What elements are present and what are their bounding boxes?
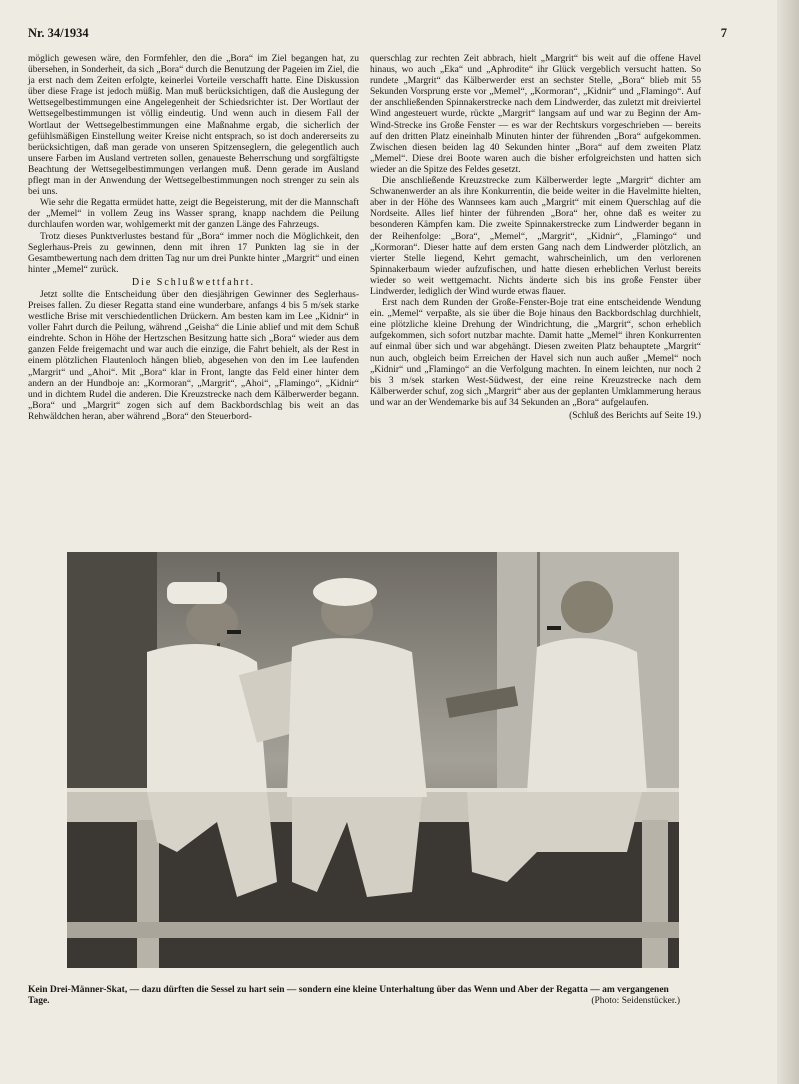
paragraph: Trotz dieses Punktverlustes bestand für „Bora“ immer noch die Möglichkeit, den Seglerhaus-Preis zu gewinnen, denn mit ihren 17 Punkten lag sie in der Gesamtbewertung nach dem dritten Tag nur um drei Punkte hinter „Margrit“ und einen hinter „Memel“ zurück. — [28, 231, 359, 275]
paragraph: Erst nach dem Runden der Große-Fenster-Boje trat eine entscheidende Wendung ein. „Memel“ verpaßte, als sie über die Boje hinaus den Backbordschlag durchhielt, eine plötzliche kleine Drehung der Windrichtung, die „Margrit“, schon erheblich aufgekommen, sich sofort nutzbar machte. Damit hatte „Memel“ ihren Konkurrenten auf einmal über sich und war abgehängt. Diesen zweiten Platz behauptete „Margrit“ nun auch, obgleich beim Erreichen der Havel sich nun auch außer „Memel“ noch „Kidnir“ und „Flamingo“ an die Verfolgung machten. In einem leichten, nur noch 2 bis 3 m/sek starken West-Südwest, der eine reine Kreuzstrecke nach dem Kälberwerder schuf, zog sich „Margrit“ aber aus der geplanten Umklammerung heraus und war an der Wendemarke bis auf 34 Sekunden an „Bora“ aufgelaufen. — [370, 298, 701, 408]
section-heading: Die Schlußwettfahrt. — [131, 276, 256, 288]
paragraph: querschlag zur rechten Zeit abbrach, hielt „Margrit“ bis weit auf die offene Havel hinaus, wo auch „Eka“ und „Aphrodite“ ihr Glück vergeblich versucht hatten. So rundete „Margrit“ das Kälberwerder erst an sechster Stelle, „Bora“ blieb mit 55 Sekunden Vorsprung erste vor „Memel“, „Kormoran“, „Kidnir“ und „Flamingo“. Auf der anschließenden Spinnakerstrecke nach dem Lindwerder, das zuletzt mit dreiviertel Wind angesteuert wurde, rückte „Margrit“ langsam auf und war zu Beginn der Am-Wind-Strecke ins Große Fenster — es war der Rechtskurs vorgeschrieben — bereits auf den dritten Platz eineinhalb Minuten hinter der führenden „Bora“ aufgekommen. Zwischen diesen beiden lag 40 Sekunden hinter „Bora“ auf dem zweiten Platz „Memel“. Diese drei Boote waren auch die bisher erfolgreichsten und hatten sich wieder an die Spitze des Feldes gesetzt. — [370, 54, 701, 175]
paragraph: Jetzt sollte die Entscheidung über den diesjährigen Gewinner des Seglerhaus-Preises fallen. Zu dieser Regatta stand eine wunderbare, anfangs 4 bis 5 m/sek starke westliche Brise mit verschiedentlichen Drückern. Am besten kam im Lee „Kidnir“ in voller Fahrt durch die Peilung, während „Geisha“ die Linie ablief und mit dem Schuß eindrehte. Schon in Höhe der Hertzschen Besitzung hatte sich „Bora“ wieder aus dem ganzen Felde freigemacht und war auch die einzige, die Fahrt behielt, als der Rest in einem plötzlichen Flautenloch hängen blieb, abgesehen von den im Lee laufenden „Margrit“ und „Ahoi“. Mit „Bora“ klar in Front, langte das Feld einer hinter dem andern an der Hundboje an: „Kormoran“, „Margrit“, „Ahoi“, „Flamingo“, „Kidnir“ und in dichtem Rudel die anderen. Die Kreuzstrecke nach dem Kälberwerder begann. „Bora“ und „Margrit“ zogen sich auf dem Backbordschlag bis weit an das Rehwäldchen heran, aber während „Bora“ den Steuerbord- — [28, 289, 359, 422]
issue-number: Nr. 34/1934 — [28, 26, 89, 40]
paragraph: möglich gewesen wäre, den Formfehler, den die „Bora“ im Ziel begangen hat, zu übersehen, in Sonderheit, da sich „Bora“ durch die Benutzung der Pageien im Ziel, die ja erst nach dem Zeiten erfolgte, keinerlei Vorteile verschafft hatte. Eine Diskussion über diese Frage ist jedoch müßig. Man muß berücksichtigen, daß die Auslegung der Wettsegelbestimmungen eine Angelegenheit der Schiedsrichter ist. Der Wortlaut der Wettsegelbestimmungen ist völlig eindeutig. Und wenn auch in diesem Fall der Wortlaut der Wettsegelbestimmungen eine Maßnahme ergab, die sicherlich der gefühlsmäßigen Einstellung weiter Kreise nicht entsprach, so ist doch andererseits zu berücksichtigen, daß man gerade von unseren Spitzenseglern, die gelegentlich auch unsere Farben im Ausland vertreten sollen, genaueste Beherrschung und sorgfältigste Beachtung der Wettsegelbestimmungen verlangen muß. Denn gerade im Ausland pflegt man in der Anwendung der Wettsegelbestimmungen noch strenger zu sein als bei uns. — [28, 54, 359, 198]
page-number: 7 — [720, 26, 727, 40]
caption-text: Kein Drei-Männer-Skat, — dazu dürften die Sessel zu hart sein — sondern eine kleine Unterhaltung über das Wenn und Aber der Regatta — am vergangenen Tage. — [28, 985, 669, 1006]
paragraph: Die anschließende Kreuzstrecke zum Kälberwerder legte „Margrit“ dichter am Schwanenwerder an als ihre Konkurrentin, die beide weiter in die Havelmitte hielten, aber in der Höhe des Wannsees kam auch „Margrit“ mit einem Querschlag auf die Nordseite. Alles lief hinter der führenden „Bora“ her, ohne daß es weiter zu besonderen Kämpfen kam. Die zweite Spinnakerstrecke zum Lindwerder begann in der Reihenfolge: „Bora“, „Memel“, „Margrit“, „Kidnir“, „Flamingo“ und „Kormoran“. Dieser hatte auf dem ersten Gang nach dem Lindwerder plötzlich, an vierter Stelle liegend, Kehrt gemacht, wahrscheinlich, um den verlorenen Spinnakerbaum wieder aufzufischen, und hatte diesen erheblichen Verlust bereits wieder so weit wettgemacht. Nichts änderte sich bis ins große Fenster über Lindwerder, lediglich der Wind wurde etwas flauer. — [370, 176, 701, 297]
photograph-three-sailors — [67, 552, 679, 968]
right-text-column — [370, 54, 701, 422]
page-header — [28, 26, 727, 42]
paragraph: Wie sehr die Regatta ermüdet hatte, zeigt die Begeisterung, mit der die Mannschaft der „Memel“ in vollem Zeug ins Wasser sprang, knapp nachdem die Peilung durchlaufen worden war, wohlgemerkt mit der ganzen Länge des Fahrzeugs. — [28, 198, 359, 231]
photo-illustration — [67, 552, 679, 968]
page-edge-shadow — [777, 0, 799, 1084]
photo-credit: (Photo: Seidenstücker.) — [591, 996, 680, 1006]
continuation-note: (Schluß des Berichts auf Seite 19.) — [569, 411, 701, 421]
photo-caption — [28, 985, 680, 1007]
left-text-column — [28, 54, 359, 423]
